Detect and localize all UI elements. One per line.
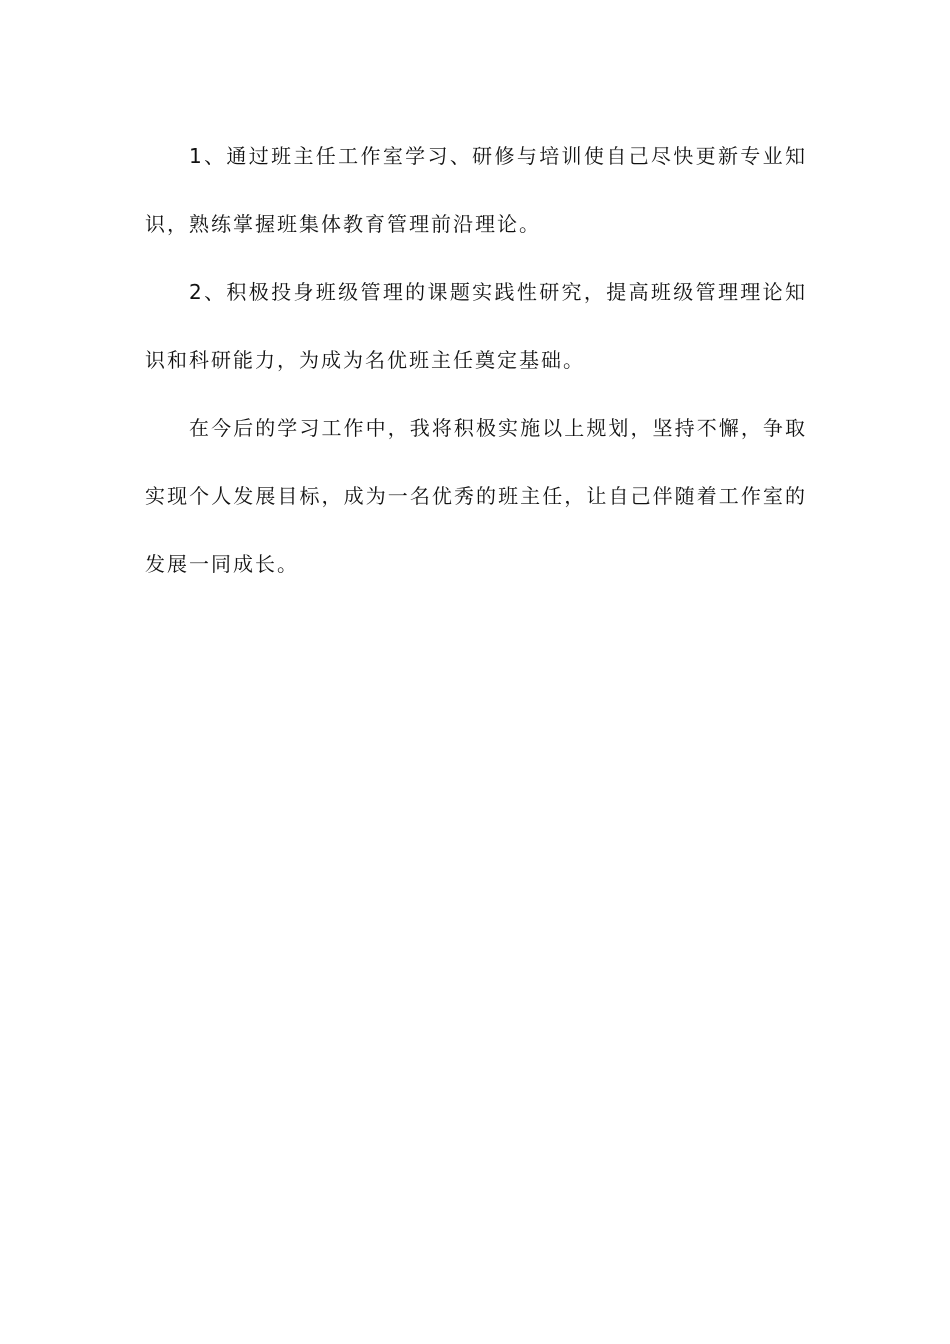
paragraph-goal-2: 2、积极投身班级管理的课题实践性研究，提高班级管理理论知识和科研能力，为成为名优班主任奠定基础。: [145, 280, 807, 372]
paragraph-goal-1: 1、通过班主任工作室学习、研修与培训使自己尽快更新专业知识，熟练掌握班集体教育管理前沿理论。: [145, 144, 807, 236]
document-body: [145, 122, 807, 598]
paragraph-conclusion: 在今后的学习工作中，我将积极实施以上规划，坚持不懈，争取实现个人发展目标，成为一名优秀的班主任，让自己伴随着工作室的发展一同成长。: [145, 416, 807, 576]
